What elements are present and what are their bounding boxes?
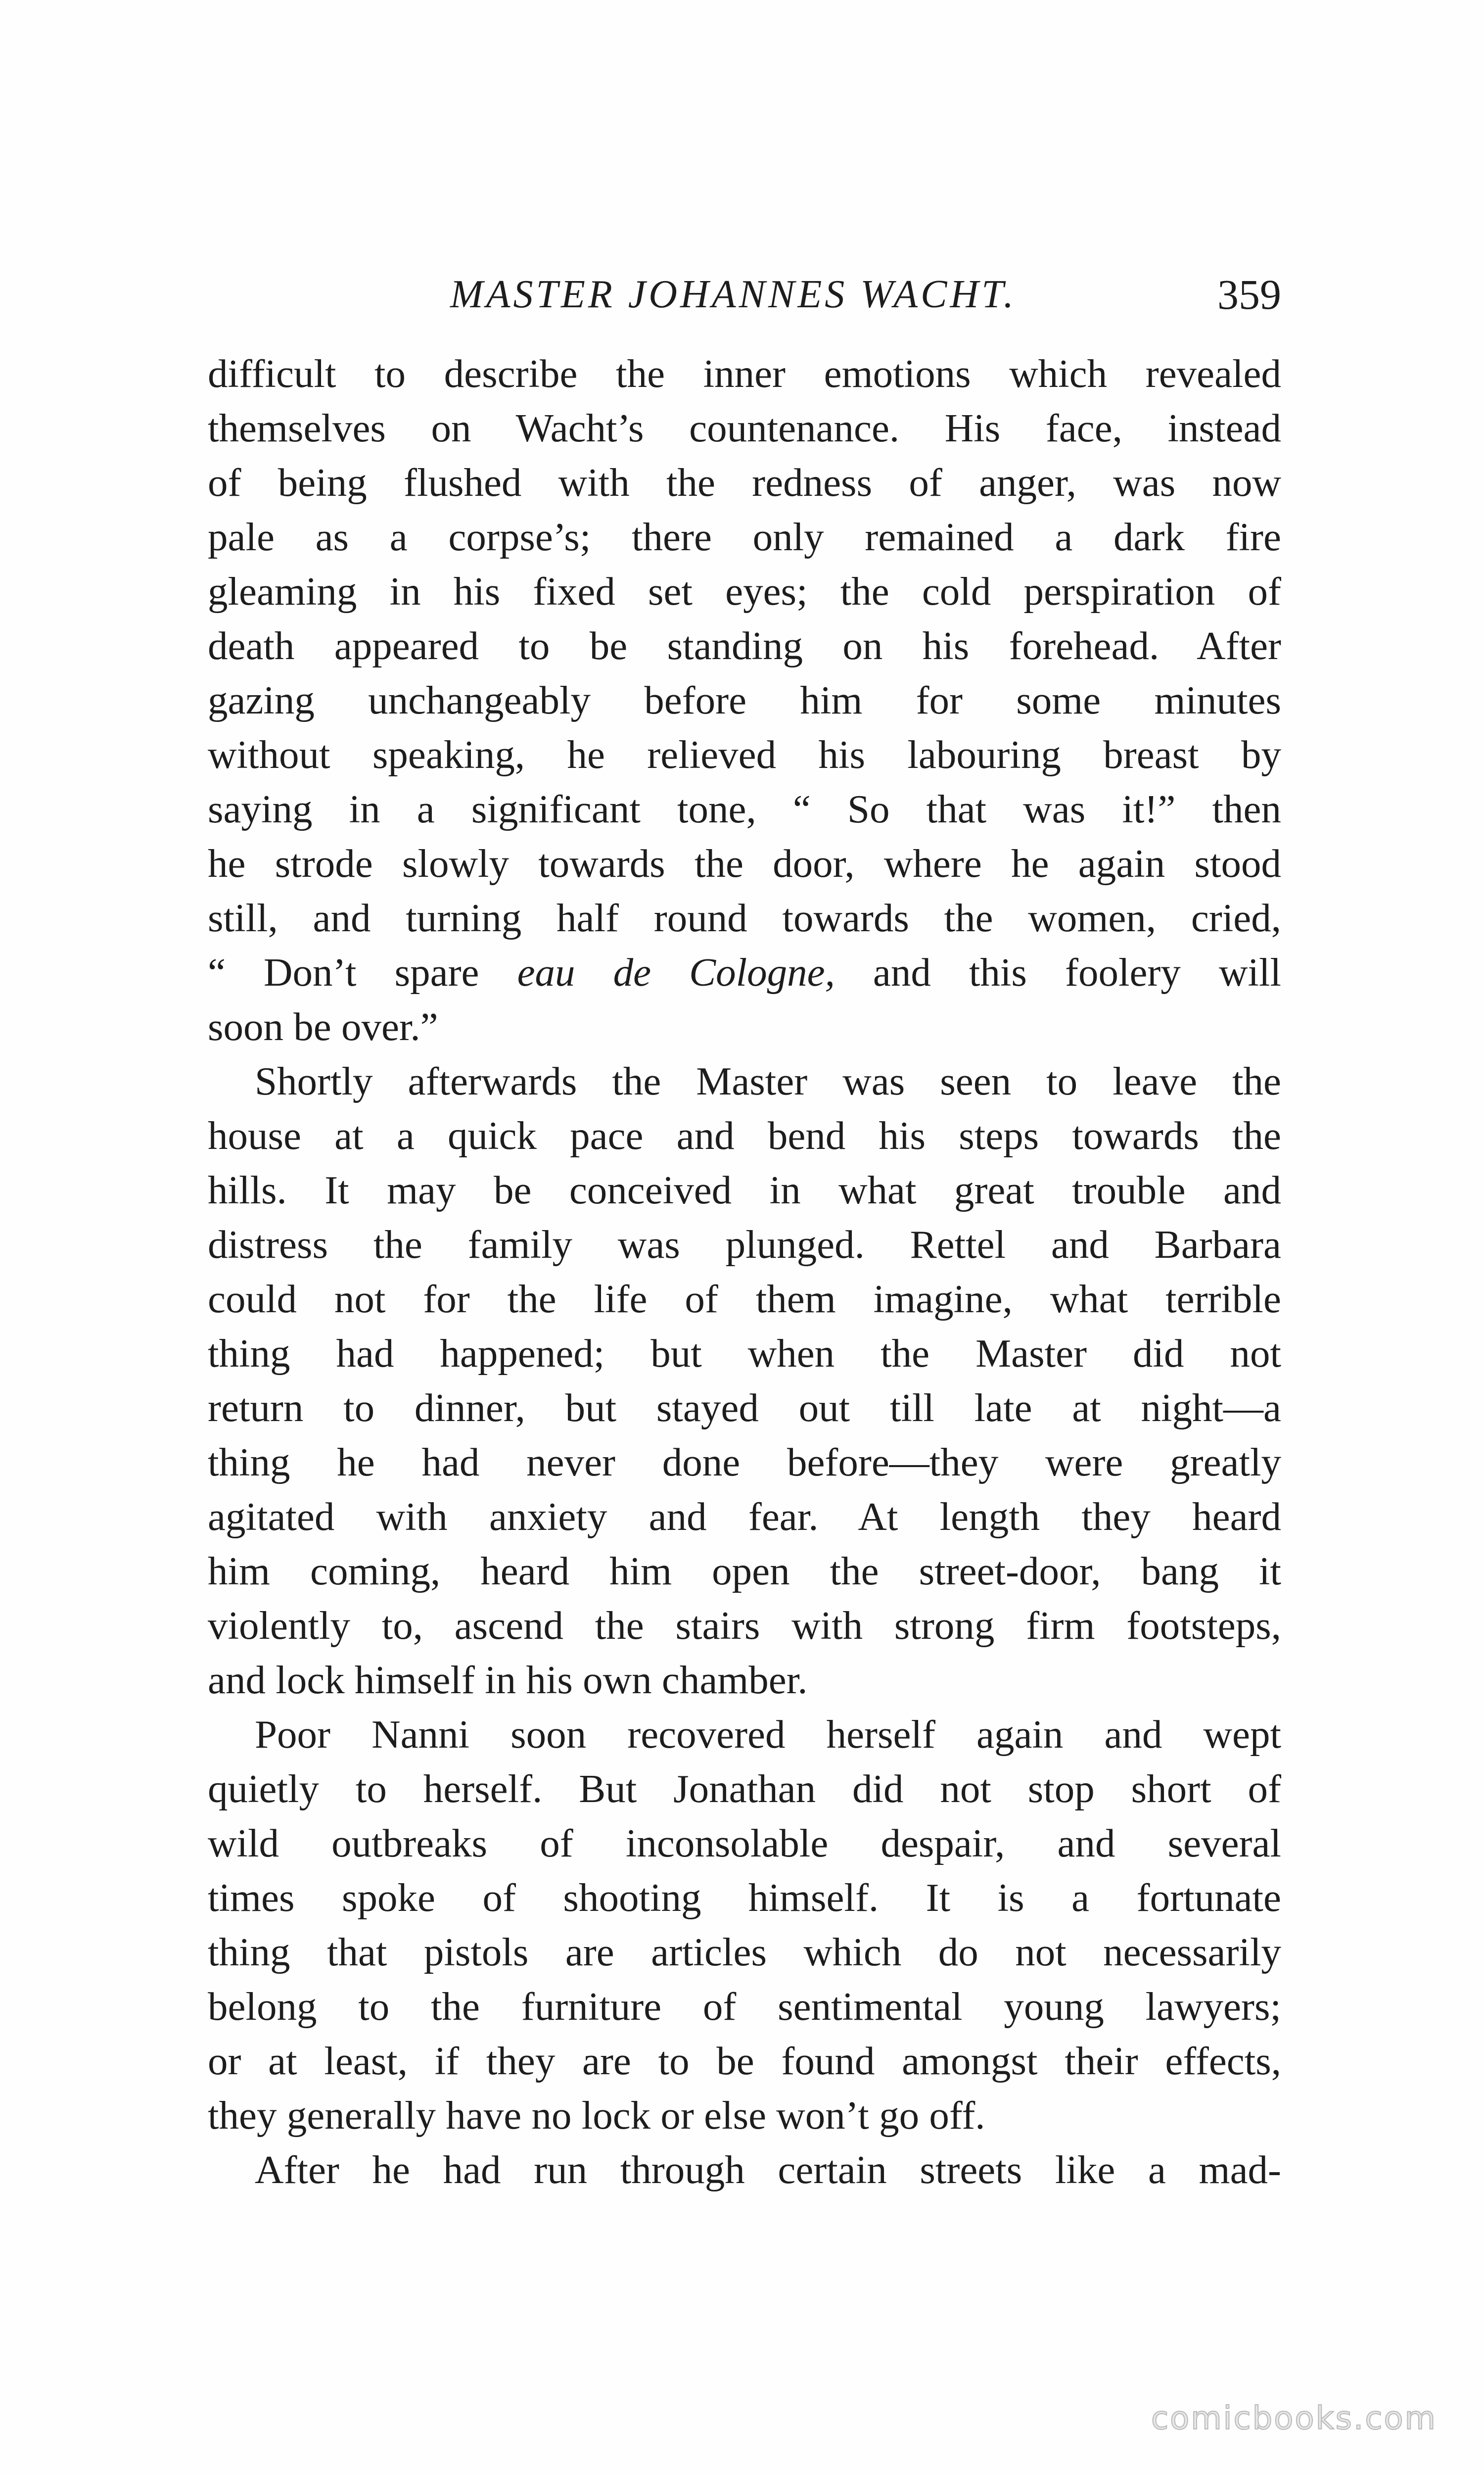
italic-phrase: eau de Cologne, xyxy=(517,950,835,995)
text-line: thing that pistols are articles which do not necessarily xyxy=(208,1930,1281,1974)
text-line: Poor Nanni soon recovered herself again and wept xyxy=(255,1712,1281,1757)
text-line: without speaking, he relieved his labouring breast by xyxy=(208,732,1281,777)
text-line: he strode slowly towards the door, where he again stood xyxy=(208,841,1281,886)
text-line: they generally have no lock or else won’t go off. xyxy=(208,2093,985,2138)
paragraph-3 xyxy=(208,1707,1281,2142)
text-line: return to dinner, but stayed out till late at night—a xyxy=(208,1385,1281,1430)
page-number: 359 xyxy=(1217,271,1281,318)
watermark: comicbooks.com xyxy=(1151,2400,1437,2437)
text-line: death appeared to be standing on his forehead. After xyxy=(208,623,1281,668)
text-line: distress the family was plunged. Rettel and Barbara xyxy=(208,1222,1281,1267)
text-segment: and this foolery will xyxy=(835,950,1281,995)
text-line: themselves on Wacht’s countenance. His face, instead xyxy=(208,406,1281,450)
text-segment: “ Don’t spare xyxy=(208,950,517,995)
text-line: of being flushed with the redness of anger, was now xyxy=(208,460,1281,505)
text-line: thing had happened; but when the Master did not xyxy=(208,1331,1281,1376)
paragraph-1 xyxy=(208,346,1281,1054)
running-title: MASTER JOHANNES WACHT. xyxy=(450,273,1017,316)
text-line: wild outbreaks of inconsolable despair, and several xyxy=(208,1821,1281,1865)
paragraph-2 xyxy=(208,1054,1281,1707)
text-line: Shortly afterwards the Master was seen to leave the xyxy=(255,1059,1281,1103)
text-line: him coming, heard him open the street-door, bang it xyxy=(208,1549,1281,1593)
text-line: soon be over.” xyxy=(208,1004,438,1049)
text-line: After he had run through certain streets like a mad- xyxy=(255,2147,1281,2192)
text-line: gleaming in his fixed set eyes; the cold perspiration of xyxy=(208,569,1281,614)
text-line: pale as a corpse’s; there only remained a dark fire xyxy=(208,515,1281,559)
text-line: could not for the life of them imagine, what terrible xyxy=(208,1277,1281,1321)
text-line: quietly to herself. But Jonathan did not stop short of xyxy=(208,1766,1281,1811)
text-line: hills. It may be conceived in what great trouble and xyxy=(208,1168,1281,1212)
paragraph-4 xyxy=(208,2142,1281,2197)
text-line: or at least, if they are to be found amongst their effects, xyxy=(208,2039,1281,2083)
text-line: agitated with anxiety and fear. At length they heard xyxy=(208,1494,1281,1539)
text-line-mixed xyxy=(208,945,1281,999)
text-line: and lock himself in his own chamber. xyxy=(208,1658,808,1702)
body-text xyxy=(208,346,1281,2197)
text-line: gazing unchangeably before him for some minutes xyxy=(208,678,1281,722)
text-line: saying in a significant tone, “ So that was it!” then xyxy=(208,787,1281,831)
text-line: thing he had never done before—they were greatly xyxy=(208,1440,1281,1484)
text-line: violently to, ascend the stairs with strong firm footsteps, xyxy=(208,1603,1281,1648)
text-line: difficult to describe the inner emotions which revealed xyxy=(208,351,1281,396)
text-line: belong to the furniture of sentimental young lawyers; xyxy=(208,1984,1281,2029)
text-line: times spoke of shooting himself. It is a fortunate xyxy=(208,1875,1281,1920)
text-line: still, and turning half round towards the women, cried, xyxy=(208,896,1281,940)
text-line: house at a quick pace and bend his steps towards the xyxy=(208,1113,1281,1158)
running-head xyxy=(208,270,1281,329)
